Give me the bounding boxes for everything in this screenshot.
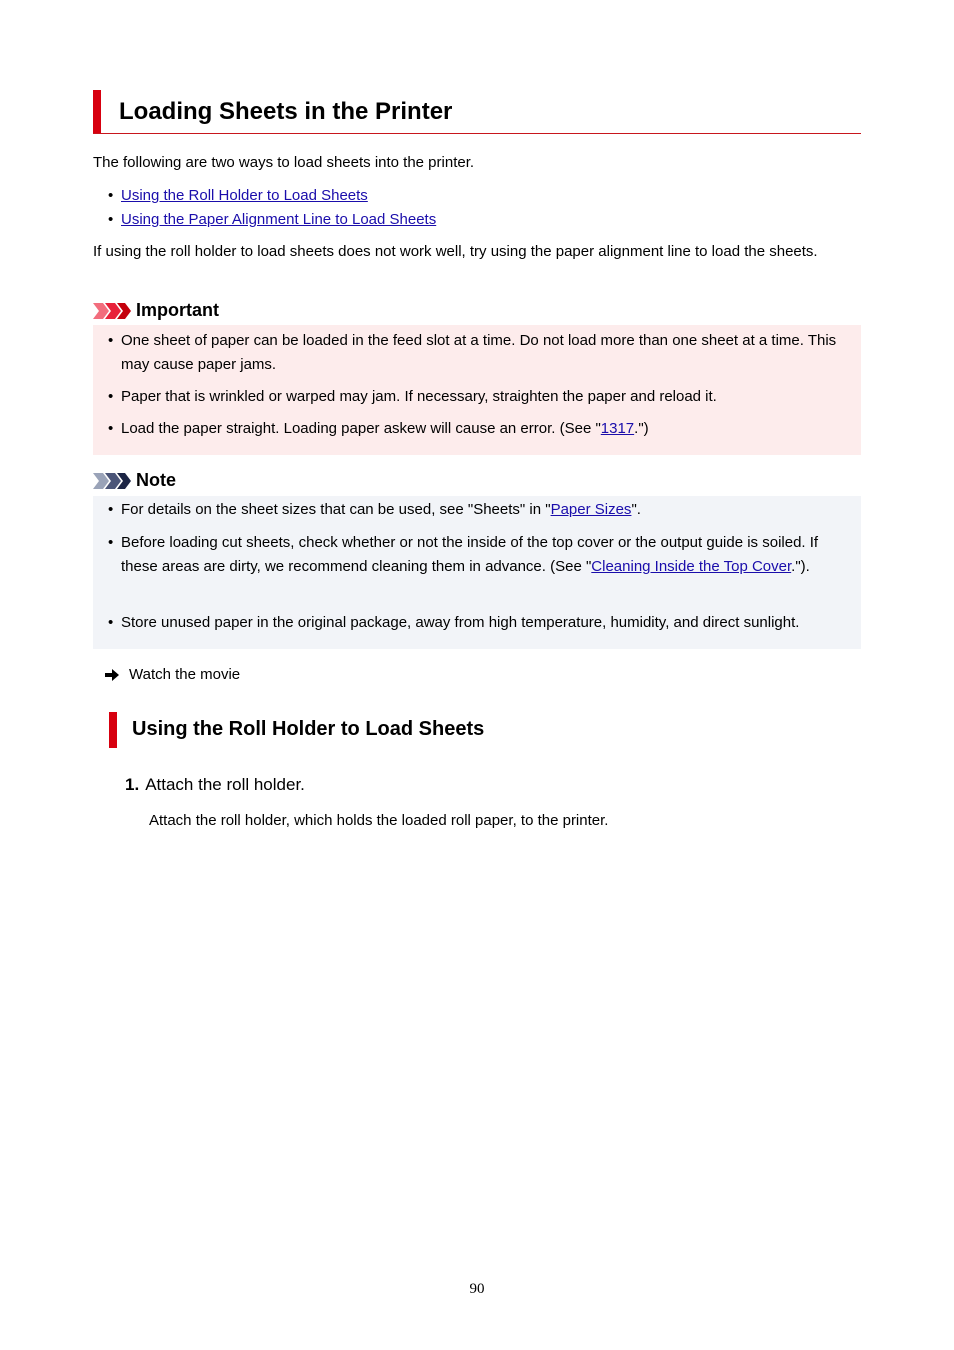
bullet: • [108,501,114,518]
bullet: • [108,420,114,437]
text: ."). [791,558,810,575]
important-item-3 [121,417,649,441]
note-label: Note [136,470,176,490]
note-item-1 [121,498,641,522]
text: ". [631,501,641,518]
text: For details on the sheet sizes that can be used, see "Sheets" in " [121,501,551,518]
step-number: 1. [125,775,140,794]
text: .") [634,420,649,437]
link-cleaning-top-cover[interactable]: Cleaning Inside the Top Cover [591,558,792,575]
important-item-1: One sheet of paper can be loaded in the feed slot at a time. Do not load more than one sheet at a time. This may cause paper jams. [121,332,837,373]
bullet: • [108,614,114,631]
important-label: Important [136,300,219,320]
page-title-block [93,90,861,134]
bullet: • [108,332,114,349]
bullet: • [108,211,114,228]
section-accent-bar [109,712,117,748]
section-title: Using the Roll Holder to Load Sheets [132,718,485,740]
arrow-right-icon [105,669,119,681]
note-item-3: Store unused paper in the original package, away from high temperature, humidity, and direct sunlight. [121,614,800,631]
step-title: Attach the roll holder. [145,775,305,794]
intro-text: The following are two ways to load sheets into the printer. [93,154,475,171]
link-1317[interactable]: 1317 [600,420,635,437]
page-number: 90 [469,1281,485,1297]
link-roll-holder[interactable]: Using the Roll Holder to Load Sheets [121,187,368,204]
step-1 [125,773,305,797]
important-item-2: Paper that is wrinkled or warped may jam. If necessary, straighten the paper and reload it. [121,388,717,405]
page-title: Loading Sheets in the Printer [119,98,453,125]
link-paper-sizes[interactable]: Paper Sizes [550,501,632,518]
bullet: • [108,388,114,405]
step-description: Attach the roll holder, which holds the loaded roll paper, to the printer. [149,812,609,829]
link-paper-alignment[interactable]: Using the Paper Alignment Line to Load Sheets [121,211,437,228]
note-icon [93,473,133,489]
fallback-text: If using the roll holder to load sheets does not work well, try using the paper alignment line to load the sheets. [93,243,818,260]
bullet: • [108,534,114,551]
note-item-2 [121,531,856,579]
text: Before loading cut sheets, check whether or not the inside of the top cover or the output guide is soiled. If these areas are dirty, we recommend cleaning them in advance. (See " [121,534,819,575]
text: Load the paper straight. Loading paper askew will cause an error. (See " [121,420,601,437]
watch-movie-text[interactable]: Watch the movie [129,666,241,683]
title-accent-bar [93,90,101,133]
important-icon [93,303,133,319]
bullet: • [108,187,114,204]
